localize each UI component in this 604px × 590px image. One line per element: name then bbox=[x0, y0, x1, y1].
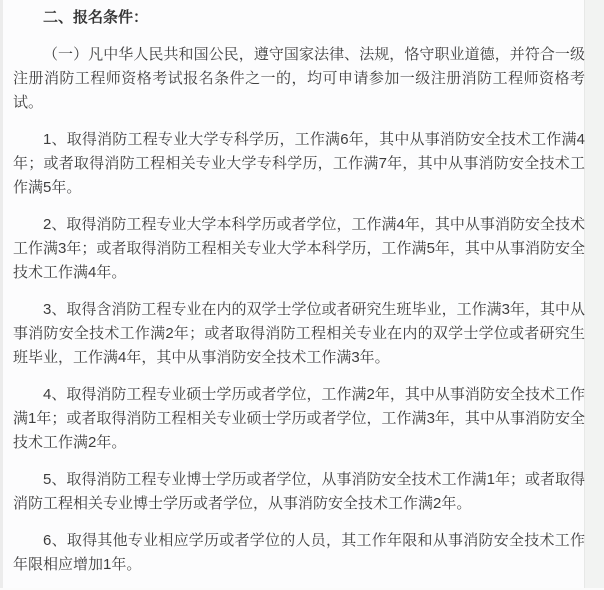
page-right-edge bbox=[584, 0, 604, 588]
requirement-item-2: 2、取得消防工程专业大学本科学历或者学位，工作满4年，其中从事消防安全技术工作满3年；或者取得消防工程相关专业大学本科学历，工作满5年，其中从事消防安全技术工作满4年。 bbox=[13, 216, 585, 281]
requirement-item-5: 5、取得消防工程专业博士学历或者学位，从事消防安全技术工作满1年；或者取得消防工程相关专业博士学历或者学位，从事消防安全技术工作满2年。 bbox=[13, 471, 585, 512]
requirement-item-3: 3、取得含消防工程专业在内的双学士学位或者研究生班毕业，工作满3年，其中从事消防安全技术工作满2年；或者取得消防工程相关专业在内的双学士学位或者研究生班毕业，工作满4年，其中从事消防安全技术工作满3年。 bbox=[13, 301, 585, 366]
requirement-item-4: 4、取得消防工程专业硕士学历或者学位，工作满2年，其中从事消防安全技术工作满1年；或者取得消防工程相关专业硕士学历或者学位，工作满3年，其中从事消防安全技术工作满2年。 bbox=[13, 386, 585, 451]
paragraph-intro: （一）凡中华人民共和国公民，遵守国家法律、法规，恪守职业道德，并符合一级注册消防工程师资格考试报名条件之一的，均可申请参加一级注册消防工程师资格考试。 bbox=[13, 46, 585, 111]
requirement-item-1: 1、取得消防工程专业大学专科学历，工作满6年，其中从事消防安全技术工作满4年；或者取得消防工程相关专业大学专科学历，工作满7年，其中从事消防安全技术工作满5年。 bbox=[13, 131, 585, 196]
requirement-item-6: 6、取得其他专业相应学历或者学位的人员，其工作年限和从事消防安全技术工作年限相应增加1年。 bbox=[13, 532, 585, 573]
document-content bbox=[13, 6, 585, 590]
section-heading: 二、报名条件： bbox=[43, 9, 149, 26]
